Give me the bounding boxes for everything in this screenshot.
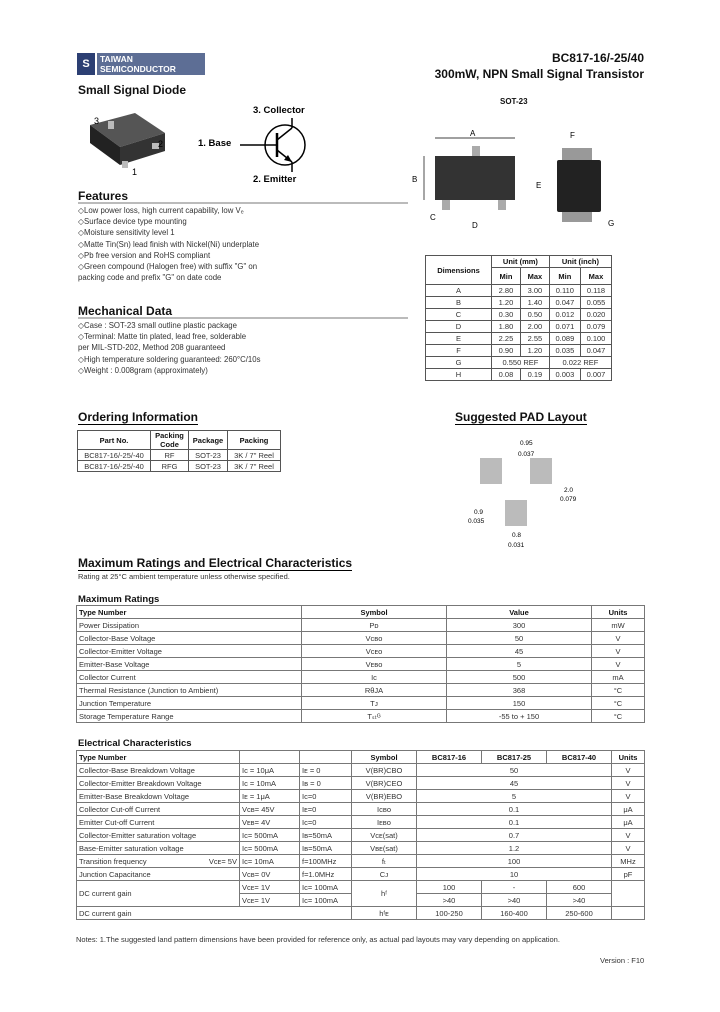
table-row	[77, 907, 645, 920]
table-row	[426, 369, 612, 381]
dimensions-table	[425, 255, 612, 381]
mm-header: Unit (mm)	[492, 256, 550, 268]
mm-max-header: Max	[520, 268, 549, 285]
ec-cell: Iᴄ= 500mA	[240, 829, 300, 842]
dim-cell: 2.55	[520, 333, 549, 345]
pad-1	[480, 458, 502, 484]
ec-cell: 0.1	[417, 803, 612, 816]
ec-cell: 10	[417, 868, 612, 881]
mechanical-title: Mechanical Data	[78, 304, 173, 318]
mr-cell: Iᴄ	[302, 671, 447, 684]
ec-cell: hᶠ	[352, 881, 417, 907]
ord-header: Package	[189, 431, 228, 450]
ec-header: BC817-40	[547, 751, 612, 764]
pad-dim-3-mm: 0.9	[474, 509, 484, 516]
mr-cell: °C	[592, 697, 645, 710]
table-row	[77, 868, 645, 881]
mr-cell: °C	[592, 684, 645, 697]
mr-cell: Collector Current	[77, 671, 302, 684]
ec-cell: 600	[547, 881, 612, 894]
dim-cell: A	[426, 285, 492, 297]
mr-cell: Power Dissipation	[77, 619, 302, 632]
table-row	[77, 632, 645, 645]
dim-cell: 0.19	[520, 369, 549, 381]
ec-cell: Junction Capacitance	[77, 868, 240, 881]
ratings-section-title: Maximum Ratings and Electrical Characteristics	[78, 556, 353, 570]
inch-header: Unit (inch)	[549, 256, 611, 268]
dim-cell: 0.055	[580, 297, 611, 309]
ec-cell: Vᴇʙ= 4V	[240, 816, 300, 829]
ec-cell: Iʙ=50mA	[300, 842, 352, 855]
in-max-header: Max	[580, 268, 611, 285]
ec-cell: Iᴄʙᴏ	[352, 803, 417, 816]
ec-cell: MHz	[612, 855, 645, 868]
ec-cell: 250-600	[547, 907, 612, 920]
mr-cell: RθJA	[302, 684, 447, 697]
logo-line2: SEMICONDUCTOR	[100, 63, 176, 74]
part-number: BC817-16/-25/40	[551, 51, 644, 65]
feature-item: ◇Pb free version and RoHS compliant	[78, 250, 211, 260]
ord-cell: RFG	[151, 461, 189, 472]
dim-cell: 3.00	[520, 285, 549, 297]
mr-cell: Tₛₜᴳ	[302, 710, 447, 723]
ord-cell: RF	[151, 450, 189, 461]
dim-cell: 1.80	[492, 321, 521, 333]
dim-cell: 0.50	[520, 309, 549, 321]
ec-cell: 160-400	[482, 907, 547, 920]
ec-cell: Vᴄʙ= 45V	[240, 803, 300, 816]
dim-b-label: B	[412, 175, 418, 184]
ec-cell: Iᴄ = 10mA	[240, 777, 300, 790]
feature-item: ◇Matte Tin(Sn) lead finish with Nickel(Ni) underplate	[78, 239, 260, 249]
dim-a-label: A	[470, 129, 476, 138]
dim-cell: 0.071	[549, 321, 580, 333]
pin-3	[108, 121, 114, 129]
base-label: 1. Base	[198, 138, 232, 149]
ec-cell: Collector Cut-off Current	[77, 803, 240, 816]
pad-dim-1-in: 0.037	[518, 451, 535, 458]
table-row	[426, 333, 612, 345]
mr-cell: 500	[447, 671, 592, 684]
max-ratings-table	[76, 605, 645, 723]
mr-cell: Collector-Base Voltage	[77, 632, 302, 645]
ec-cell: Iᴄ= 500mA	[240, 842, 300, 855]
table-row	[426, 285, 612, 297]
dim-cell: 0.089	[549, 333, 580, 345]
mr-header: Symbol	[302, 606, 447, 619]
ec-cell: Iᴇʙᴏ	[352, 816, 417, 829]
table-row	[77, 842, 645, 855]
ec-cell: 50	[417, 764, 612, 777]
ec-cell: Collector-Base Breakdown Voltage	[77, 764, 240, 777]
ec-cell: Emitter-Base Breakdown Voltage	[77, 790, 240, 803]
ec-header: BC817-16	[417, 751, 482, 764]
ec-header: Type Number	[77, 751, 240, 764]
table-row	[77, 855, 645, 868]
ec-cell: V	[612, 790, 645, 803]
ec-cell: Vᴄʙ= 0V	[240, 868, 300, 881]
ec-cell: Iᴄ= 100mA	[300, 894, 352, 907]
outline-pin-top	[472, 146, 480, 156]
side-lead-bottom	[562, 212, 592, 222]
mechanical-rule	[78, 317, 408, 319]
ec-name: Transition frequency	[79, 856, 147, 866]
mr-cell: 150	[447, 697, 592, 710]
pad-dim-4-mm: 0.8	[512, 532, 522, 539]
document-subtitle: 300mW, NPN Small Signal Transistor	[434, 67, 644, 81]
ec-cell: -	[482, 881, 547, 894]
mr-cell: Collector-Emitter Voltage	[77, 645, 302, 658]
ord-cell: BC817-16/-25/-40	[78, 461, 151, 472]
dim-cell: H	[426, 369, 492, 381]
ec-cell: >40	[482, 894, 547, 907]
category-heading: Small Signal Diode	[78, 83, 187, 97]
ec-cell: 100-250	[417, 907, 482, 920]
ec-header-cond	[240, 751, 300, 764]
ec-cell: DC current gain	[77, 881, 240, 907]
ec-cell: V	[612, 777, 645, 790]
feature-item: ◇Green compound (Halogen free) with suffix "G" on	[78, 262, 258, 272]
ec-cell: Iᴄ= 10mA	[240, 855, 300, 868]
dim-cell: 2.80	[492, 285, 521, 297]
feature-item: packing code and prefix "G" on date code	[78, 273, 222, 283]
table-row	[77, 697, 645, 710]
table-row	[77, 803, 645, 816]
package-name: SOT-23	[500, 97, 528, 106]
ec-cell: 100	[417, 881, 482, 894]
dim-cell: 0.90	[492, 345, 521, 357]
ec-cell: DC current gain	[77, 907, 352, 920]
dim-cell: 0.100	[580, 333, 611, 345]
dim-cell: F	[426, 345, 492, 357]
mr-cell: -55 to + 150	[447, 710, 592, 723]
pad-dim-4-in: 0.031	[508, 542, 525, 549]
max-ratings-title: Maximum Ratings	[78, 594, 160, 605]
ec-header: BC817-25	[482, 751, 547, 764]
dim-cell: 0.30	[492, 309, 521, 321]
ec-header-cond	[300, 751, 352, 764]
ec-cell: Emitter Cut-off Current	[77, 816, 240, 829]
transistor-symbol	[195, 100, 325, 190]
pad-dim-3-in: 0.035	[468, 518, 485, 525]
ordering-table	[77, 430, 281, 472]
ec-cell	[77, 855, 240, 868]
mr-cell: V	[592, 645, 645, 658]
dim-cell: 0.08	[492, 369, 521, 381]
mr-cell: Vᴇʙᴏ	[302, 658, 447, 671]
ec-cell: Iᴄ= 100mA	[300, 881, 352, 894]
features-list	[78, 205, 259, 283]
dim-cell: 0.118	[580, 285, 611, 297]
features-title: Features	[78, 189, 129, 203]
table-row	[77, 619, 645, 632]
ec-cell: >40	[547, 894, 612, 907]
symbol-collector-lead	[277, 128, 292, 140]
footnote: Notes: 1.The suggested land pattern dimensions have been provided for reference only, as actual pad layouts may vary depending on application.	[76, 935, 560, 944]
ord-cell: BC817-16/-25/-40	[78, 450, 151, 461]
table-row	[78, 450, 281, 461]
dim-cell: B	[426, 297, 492, 309]
mr-cell: Junction Temperature	[77, 697, 302, 710]
ord-cell: 3K / 7" Reel	[228, 461, 281, 472]
outline-pin-left	[442, 200, 450, 210]
ec-cell	[612, 907, 645, 920]
ec-cell: V	[612, 829, 645, 842]
mr-cell: V	[592, 658, 645, 671]
mechanical-item: ◇High temperature soldering guaranteed: 260°C/10s	[78, 354, 261, 364]
ec-cell: Vᴄᴇ= 1V	[240, 894, 300, 907]
mr-cell: 300	[447, 619, 592, 632]
mechanical-item: ◇Weight : 0.008gram (approximately)	[78, 365, 208, 375]
table-row	[77, 764, 645, 777]
collector-label: 3. Collector	[253, 105, 305, 116]
mr-cell: Emitter-Base Voltage	[77, 658, 302, 671]
table-row	[77, 684, 645, 697]
dim-f-label: F	[570, 131, 575, 140]
dim-cell: 2.25	[492, 333, 521, 345]
dim-cell: 0.047	[580, 345, 611, 357]
package-illustration	[80, 105, 180, 180]
dim-cell: 1.40	[520, 297, 549, 309]
dim-cell: E	[426, 333, 492, 345]
dim-cell: C	[426, 309, 492, 321]
ec-cell: V	[612, 764, 645, 777]
ec-cell: 5	[417, 790, 612, 803]
outline-drawing	[410, 120, 625, 240]
ec-cell: 1.2	[417, 842, 612, 855]
dim-cell: G	[426, 357, 492, 369]
table-row	[77, 816, 645, 829]
table-row	[77, 658, 645, 671]
mr-cell: Storage Temperature Range	[77, 710, 302, 723]
ord-header: Packing	[228, 431, 281, 450]
dim-cell: D	[426, 321, 492, 333]
ec-cell: Collector-Emitter Breakdown Voltage	[77, 777, 240, 790]
logo-text	[97, 53, 205, 75]
ec-cell: μA	[612, 803, 645, 816]
ec-cell: Iʙ = 0	[300, 777, 352, 790]
electrical-title: Electrical Characteristics	[78, 738, 192, 749]
ord-header: Packing Code	[151, 431, 189, 450]
mr-cell: 45	[447, 645, 592, 658]
mr-cell: Thermal Resistance (Junction to Ambient)	[77, 684, 302, 697]
dim-cell: 1.20	[492, 297, 521, 309]
side-body	[557, 160, 601, 212]
ec-cell: Iᴄ = 10μA	[240, 764, 300, 777]
ord-cell: SOT-23	[189, 450, 228, 461]
dim-cell: 0.007	[580, 369, 611, 381]
table-row	[78, 461, 281, 472]
pin-label-3: 3	[94, 116, 100, 126]
table-row	[77, 829, 645, 842]
dim-cell: 0.020	[580, 309, 611, 321]
feature-item: ◇Surface device type mounting	[78, 217, 187, 227]
mechanical-item: ◇Case : SOT-23 small outline plastic package	[78, 321, 237, 330]
company-logo	[77, 51, 205, 76]
mr-header: Value	[447, 606, 592, 619]
dim-cell: 0.079	[580, 321, 611, 333]
dim-e-label: E	[536, 181, 542, 190]
electrical-table	[76, 750, 645, 920]
side-lead-top	[562, 148, 592, 160]
emitter-label: 2. Emitter	[253, 174, 297, 185]
ec-cell: V(BR)EBO	[352, 790, 417, 803]
table-row	[426, 297, 612, 309]
table-row	[426, 357, 612, 369]
dim-g-label: G	[608, 219, 615, 228]
ec-cell: Base-Emitter saturation voltage	[77, 842, 240, 855]
pad-layout-title: Suggested PAD Layout	[455, 410, 587, 424]
mr-header: Units	[592, 606, 645, 619]
ord-cell: 3K / 7" Reel	[228, 450, 281, 461]
pad-dim-1-mm: 0.95	[520, 440, 533, 447]
dim-c-label: C	[430, 213, 436, 222]
ec-cell: Cᴊ	[352, 868, 417, 881]
dim-cell: 0.035	[549, 345, 580, 357]
dim-d-label: D	[472, 221, 478, 230]
ec-cell: Iʙ=50mA	[300, 829, 352, 842]
pin-label-1: 1	[132, 167, 138, 177]
mr-cell: 50	[447, 632, 592, 645]
pin-1	[122, 161, 128, 168]
ec-cell: hᶠᴇ	[352, 907, 417, 920]
table-row	[77, 710, 645, 723]
version: Version : F10	[600, 956, 645, 965]
ec-cell: f=100MHz	[300, 855, 352, 868]
ord-cell: SOT-23	[189, 461, 228, 472]
ordering-title: Ordering Information	[78, 410, 198, 424]
table-row	[77, 790, 645, 803]
table-row	[77, 671, 645, 684]
outline-pin-right	[498, 200, 506, 210]
ec-cell: Iᴄ=0	[300, 790, 352, 803]
ec-cell: μA	[612, 816, 645, 829]
mechanical-item: per MIL-STD-202, Method 208 guaranteed	[78, 343, 226, 353]
ec-cell: Iᴇ = 0	[300, 764, 352, 777]
logo-line1: TAIWAN	[100, 53, 133, 64]
mr-cell: mW	[592, 619, 645, 632]
dim-cell: 0.110	[549, 285, 580, 297]
ec-cell: 100	[417, 855, 612, 868]
pad-2	[530, 458, 552, 484]
ec-header: Units	[612, 751, 645, 764]
mr-header: Type Number	[77, 606, 302, 619]
ec-cell	[612, 881, 645, 907]
pad-layout-drawing	[460, 436, 600, 551]
ratings-note: Rating at 25°C ambient temperature unless otherwise specified.	[78, 572, 290, 581]
ec-cell: Iᴄ=0	[300, 816, 352, 829]
ec-cell: Vᴄᴇ= 1V	[240, 881, 300, 894]
ec-cell: Vʙᴇ(sat)	[352, 842, 417, 855]
mr-cell: Vᴄᴇᴏ	[302, 645, 447, 658]
mr-cell: Pᴅ	[302, 619, 447, 632]
dim-cell: 0.022 REF	[549, 357, 611, 369]
in-min-header: Min	[549, 268, 580, 285]
ec-cell: V	[612, 842, 645, 855]
table-row	[77, 777, 645, 790]
ec-cell: >40	[417, 894, 482, 907]
pad-dim-2-mm: 2.0	[564, 487, 574, 494]
ec-cell: 45	[417, 777, 612, 790]
dim-cell: 0.003	[549, 369, 580, 381]
ord-header: Part No.	[78, 431, 151, 450]
mr-cell: mA	[592, 671, 645, 684]
mr-cell: 5	[447, 658, 592, 671]
table-row	[426, 309, 612, 321]
mr-cell: Tᴊ	[302, 697, 447, 710]
outline-body	[435, 156, 515, 200]
table-row	[77, 645, 645, 658]
feature-item: ◇Moisture sensitivity level 1	[78, 228, 175, 238]
dim-cell: 0.047	[549, 297, 580, 309]
ec-cell: 0.7	[417, 829, 612, 842]
mm-min-header: Min	[492, 268, 521, 285]
ec-cell: V(BR)CEO	[352, 777, 417, 790]
mechanical-list	[78, 320, 261, 376]
ec-cell: fₜ	[352, 855, 417, 868]
mr-cell: Vᴄʙᴏ	[302, 632, 447, 645]
feature-item: ◇Low power loss, high current capability, low Vₑ	[78, 206, 244, 215]
pin-label-2: 2	[158, 139, 164, 149]
ec-cond0: Vᴄᴇ= 5V	[208, 856, 237, 866]
ec-cell: 0.1	[417, 816, 612, 829]
table-row	[426, 321, 612, 333]
ec-cell: Iᴇ=0	[300, 803, 352, 816]
ec-cell: Iᴇ = 1μA	[240, 790, 300, 803]
table-row	[426, 345, 612, 357]
features-rule	[78, 202, 408, 204]
ec-cell: V(BR)CBO	[352, 764, 417, 777]
dim-header: Dimensions	[426, 256, 492, 285]
dim-cell: 0.550 REF	[492, 357, 550, 369]
pad-3	[505, 500, 527, 526]
pad-dim-2-in: 0.079	[560, 496, 577, 503]
ec-cell: Collector-Emitter saturation voltage	[77, 829, 240, 842]
ec-cell: pF	[612, 868, 645, 881]
ec-header: Symbol	[352, 751, 417, 764]
ec-cell: f=1.0MHz	[300, 868, 352, 881]
mechanical-item: ◇Terminal: Matte tin plated, lead free, solderable	[78, 332, 247, 342]
mr-cell: 368	[447, 684, 592, 697]
dim-cell: 2.00	[520, 321, 549, 333]
dim-cell: 0.012	[549, 309, 580, 321]
table-row	[77, 881, 645, 894]
dim-cell: 1.20	[520, 345, 549, 357]
mr-cell: V	[592, 632, 645, 645]
logo-mark: S	[77, 53, 95, 75]
ec-cell: Vᴄᴇ(sat)	[352, 829, 417, 842]
mr-cell: °C	[592, 710, 645, 723]
